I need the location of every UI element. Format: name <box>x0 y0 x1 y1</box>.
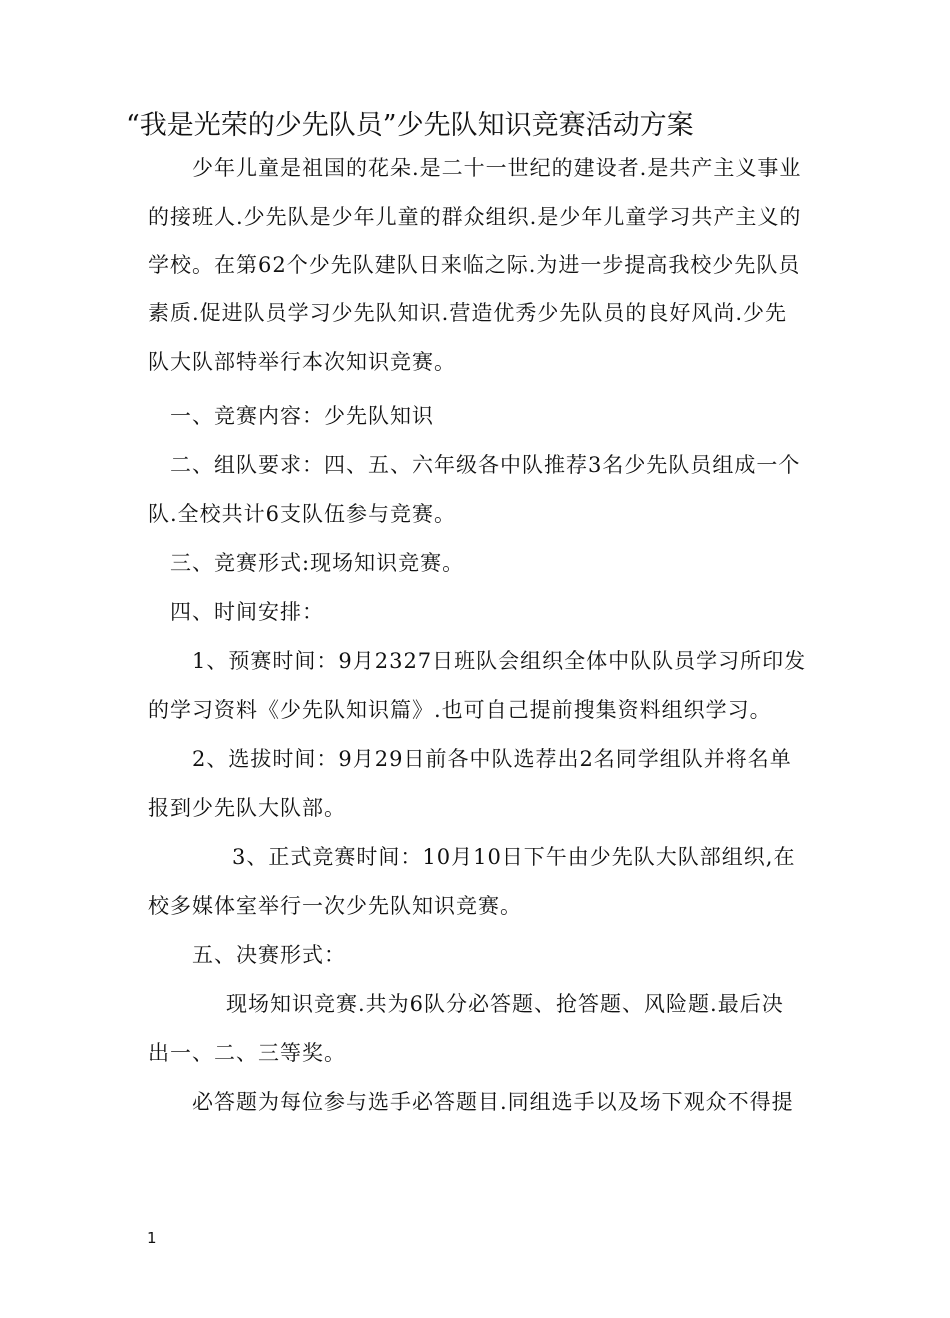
paragraph-line: 素质.促进队员学习少先队知识.营造优秀少先队员的良好风尚.少先 <box>148 301 788 325</box>
paragraph-line: 必答题为每位参与选手必答题目.同组选手以及场下观众不得提 <box>192 1090 794 1114</box>
document-title: “我是光荣的少先队员”少先队知识竞赛活动方案 <box>126 110 694 141</box>
paragraph-line: 出一、二、三等奖。 <box>148 1041 346 1065</box>
paragraph-line: 报到少先队大队部。 <box>148 796 346 820</box>
paragraph-line: 的接班人.少先队是少年儿童的群众组织.是少年儿童学习共产主义的 <box>148 205 802 229</box>
paragraph-line: 3、正式竞赛时间：10月10日下午由少先队大队部组织,在 <box>232 845 796 869</box>
paragraph-line: 1、预赛时间：9月2327日班队会组织全体中队队员学习所印发 <box>192 649 807 673</box>
section-heading: 四、时间安排： <box>170 600 324 624</box>
paragraph-line: 二、组队要求：四、五、六年级各中队推荐3名少先队员组成一个 <box>170 453 801 477</box>
section-heading: 五、决赛形式： <box>192 943 346 967</box>
paragraph-line: 现场知识竞赛.共为6队分必答题、抢答题、风险题.最后决 <box>226 992 784 1016</box>
paragraph-line: 队.全校共计6支队伍参与竞赛。 <box>148 502 457 526</box>
paragraph-line: 队大队部特举行本次知识竞赛。 <box>148 350 456 374</box>
paragraph-line: 2、选拔时间：9月29日前各中队选荐出2名同学组队并将名单 <box>192 747 792 771</box>
paragraph-line: 校多媒体室举行一次少先队知识竞赛。 <box>148 894 522 918</box>
paragraph-line: 学校。在第62个少先队建队日来临之际.为进一步提高我校少先队员 <box>148 253 801 277</box>
paragraph-line: 的学习资料《少先队知识篇》.也可自己提前搜集资料组织学习。 <box>148 698 772 722</box>
page-number: 1 <box>147 1229 157 1247</box>
section-heading: 三、竞赛形式:现场知识竞赛。 <box>170 551 465 575</box>
paragraph-line: 少年儿童是祖国的花朵.是二十一世纪的建设者.是共产主义事业 <box>192 156 802 180</box>
section-heading: 一、竞赛内容：少先队知识 <box>170 404 434 428</box>
